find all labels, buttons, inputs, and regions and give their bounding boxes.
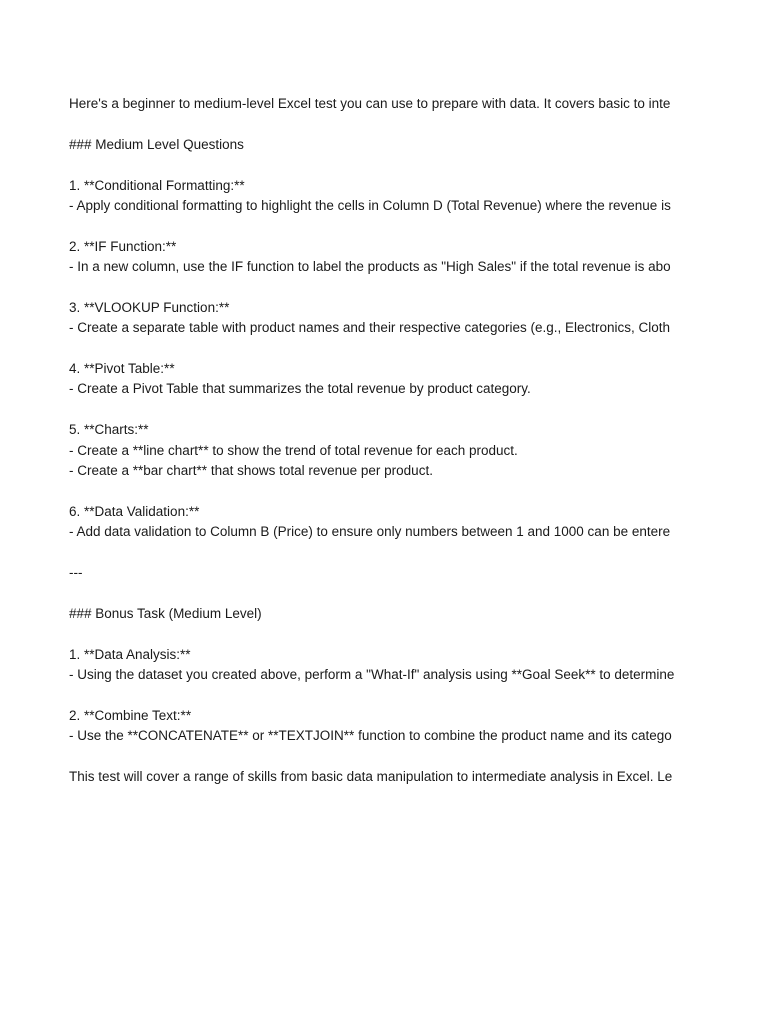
spacer bbox=[69, 481, 684, 501]
intro-text: Here's a beginner to medium-level Excel test you can use to prepare with data. It covers basic to inte bbox=[69, 96, 671, 111]
question-1-text: - Apply conditional formatting to highlight the cells in Column D (Total Revenue) where the revenue is bbox=[69, 197, 671, 213]
question-5-text-line-chart: - Create a **line chart** to show the trend of total revenue for each product. bbox=[69, 442, 518, 458]
closing-text: This test will cover a range of skills from basic data manipulation to intermediate analysis in Excel. Le bbox=[69, 768, 673, 784]
question-5-title: 5. **Charts:** bbox=[69, 422, 149, 438]
spacer bbox=[69, 155, 684, 175]
question-2-text: - In a new column, use the IF function to label the products as "High Sales" if the total revenue is abo bbox=[69, 259, 671, 275]
bonus-2-title: 2. **Combine Text:** bbox=[69, 707, 192, 723]
question-4-title: 4. **Pivot Table:** bbox=[69, 361, 175, 377]
question-3-text: - Create a separate table with product names and their respective categories (e.g., Electronics, Cloth bbox=[69, 320, 671, 336]
question-3-title: 3. **VLOOKUP Function:** bbox=[69, 299, 230, 315]
bonus-task-heading: ### Bonus Task (Medium Level) bbox=[69, 605, 262, 621]
question-2-title: 2. **IF Function:** bbox=[69, 238, 177, 254]
bonus-2-text: - Use the **CONCATENATE** or **TEXTJOIN** function to combine the product name and its catego bbox=[69, 728, 672, 744]
medium-level-heading: ### Medium Level Questions bbox=[69, 136, 244, 152]
spacer bbox=[69, 400, 684, 420]
question-5-text-bar-chart: - Create a **bar chart** that shows total revenue per product. bbox=[69, 463, 433, 479]
spacer bbox=[69, 114, 684, 134]
bonus-1-title: 1. **Data Analysis:** bbox=[69, 646, 191, 662]
document-page bbox=[69, 94, 684, 787]
spacer bbox=[69, 278, 684, 298]
bonus-1-text: - Using the dataset you created above, perform a "What-If" analysis using **Goal Seek** to determine bbox=[69, 666, 675, 682]
question-1-title: 1. **Conditional Formatting:** bbox=[69, 177, 245, 193]
spacer bbox=[69, 685, 684, 705]
spacer bbox=[69, 624, 684, 644]
spacer bbox=[69, 747, 684, 767]
section-separator: --- bbox=[69, 564, 83, 580]
question-6-title: 6. **Data Validation:** bbox=[69, 503, 200, 519]
spacer bbox=[69, 583, 684, 603]
question-6-text: - Add data validation to Column B (Price) to ensure only numbers between 1 and 1000 can be entere bbox=[69, 524, 671, 540]
spacer bbox=[69, 216, 684, 236]
spacer bbox=[69, 543, 684, 563]
question-4-text: - Create a Pivot Table that summarizes the total revenue by product category. bbox=[69, 381, 531, 397]
spacer bbox=[69, 339, 684, 359]
